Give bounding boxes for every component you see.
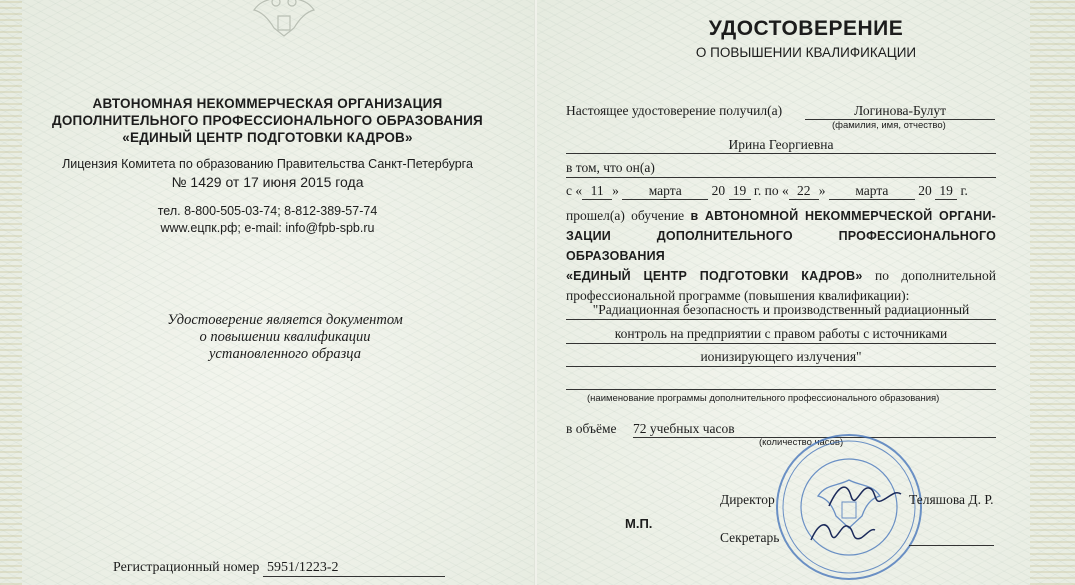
- from-prefix: с «: [566, 183, 583, 198]
- left-page-edge: [0, 0, 22, 585]
- secretary-label: Секретарь: [720, 530, 780, 545]
- volume-hint: (количество часов): [759, 437, 844, 448]
- license-info: [0, 155, 535, 191]
- registration-label: Регистрационный номер: [113, 560, 260, 575]
- program-line-2: контроль на предприятии с правом работы с источниками: [566, 324, 996, 344]
- program-hint: (наименование программы дополнительного профессионального образования): [587, 393, 940, 404]
- license-line-1: Лицензия Комитета по образованию Правительства Санкт-Петербурга: [62, 157, 473, 171]
- seal-place-label: М.П.: [625, 516, 653, 531]
- program-line-blank: [566, 370, 996, 390]
- phone-line: тел. 8-800-505-03-74; 8-812-389-57-74: [157, 204, 378, 218]
- fio-hint: (фамилия, имя, отчество): [832, 120, 946, 131]
- director-signature: [825, 476, 905, 516]
- org-inline-2: ЗАЦИИ ДОПОЛНИТЕЛЬНОГО ПРОФЕССИОНАЛЬНОГО ОБРАЗОВАНИЯ: [566, 229, 996, 263]
- certificate-title: УДОСТОВЕРЕНИЕ: [708, 17, 904, 40]
- validity-line-2: о повышении квалификации: [199, 329, 371, 345]
- validity-statement: [120, 312, 450, 363]
- dates-row: [566, 183, 1006, 200]
- director-label: Директор: [720, 492, 775, 507]
- that-label: в том, что он(а): [566, 160, 655, 175]
- secretary-name-line: [909, 545, 994, 546]
- volume-label: в объёме: [566, 421, 617, 436]
- received-label: Настоящее удостоверение получил(а): [566, 103, 783, 118]
- validity-line-1: Удостоверение является документом: [167, 312, 403, 328]
- training-paragraph: [566, 206, 996, 306]
- from-month: марта: [622, 183, 708, 200]
- org-inline-1: в АВТОНОМНОЙ НЕКОММЕРЧЕСКОЙ ОРГАНИ-: [690, 209, 996, 223]
- coat-of-arms-emblem: [244, 0, 324, 40]
- to-year: 19: [935, 183, 957, 200]
- right-page-edge: [1030, 0, 1075, 585]
- volume-value: 72 учебных часов: [633, 421, 996, 438]
- right-page: [537, 0, 1075, 585]
- registration-number: 5951/1223-2: [263, 560, 445, 577]
- org-inline-3: «ЕДИНЫЙ ЦЕНТР ПОДГОТОВКИ КАДРОВ»: [566, 269, 863, 283]
- program-line-1: "Радиационная безопасность и производственный радиационный: [566, 300, 996, 320]
- left-page: [0, 0, 535, 585]
- from-year: 19: [729, 183, 751, 200]
- surname-value: Логинова-Булут: [805, 103, 995, 120]
- to-quote-close: »: [818, 183, 826, 198]
- to-prefix: г. по «: [753, 183, 789, 198]
- registration-number-row: [113, 560, 445, 577]
- program-label-2: профессиональной программе (повышения квалификации):: [566, 288, 910, 303]
- program-line-3: ионизирующего излучения": [566, 347, 996, 367]
- validity-line-3: установленного образца: [209, 346, 361, 362]
- to-year-prefix: 20: [918, 183, 932, 198]
- org-line-2: ДОПОЛНИТЕЛЬНОГО ПРОФЕССИОНАЛЬНОГО ОБРАЗОВАНИЯ: [52, 113, 483, 128]
- secretary-signature: [807, 512, 877, 552]
- org-line-1: АВТОНОМНАЯ НЕКОММЕРЧЕСКАЯ ОРГАНИЗАЦИЯ: [92, 96, 443, 111]
- program-label-1: по дополнительной: [875, 268, 997, 283]
- year-suffix: г.: [960, 183, 968, 198]
- from-year-prefix: 20: [711, 183, 726, 198]
- director-name: Теляшова Д. Р.: [909, 492, 994, 507]
- from-day: 11: [582, 183, 612, 200]
- certificate-subtitle: О ПОВЫШЕНИИ КВАЛИФИКАЦИИ: [695, 45, 917, 60]
- to-day: 22: [789, 183, 819, 200]
- trained-label: прошел(а) обучение: [566, 208, 685, 223]
- organization-name: [0, 95, 535, 146]
- contacts: [0, 203, 535, 237]
- blank-line: [566, 177, 996, 178]
- to-month: марта: [829, 183, 915, 200]
- given-names-value: Ирина Георгиевна: [566, 137, 996, 154]
- web-email-line: www.ецпк.рф; e-mail: info@fpb-spb.ru: [160, 221, 375, 235]
- org-line-3: «ЕДИНЫЙ ЦЕНТР ПОДГОТОВКИ КАДРОВ»: [122, 130, 413, 145]
- license-line-2: № 1429 от 17 июня 2015 года: [171, 174, 364, 190]
- from-quote-close: »: [612, 183, 619, 198]
